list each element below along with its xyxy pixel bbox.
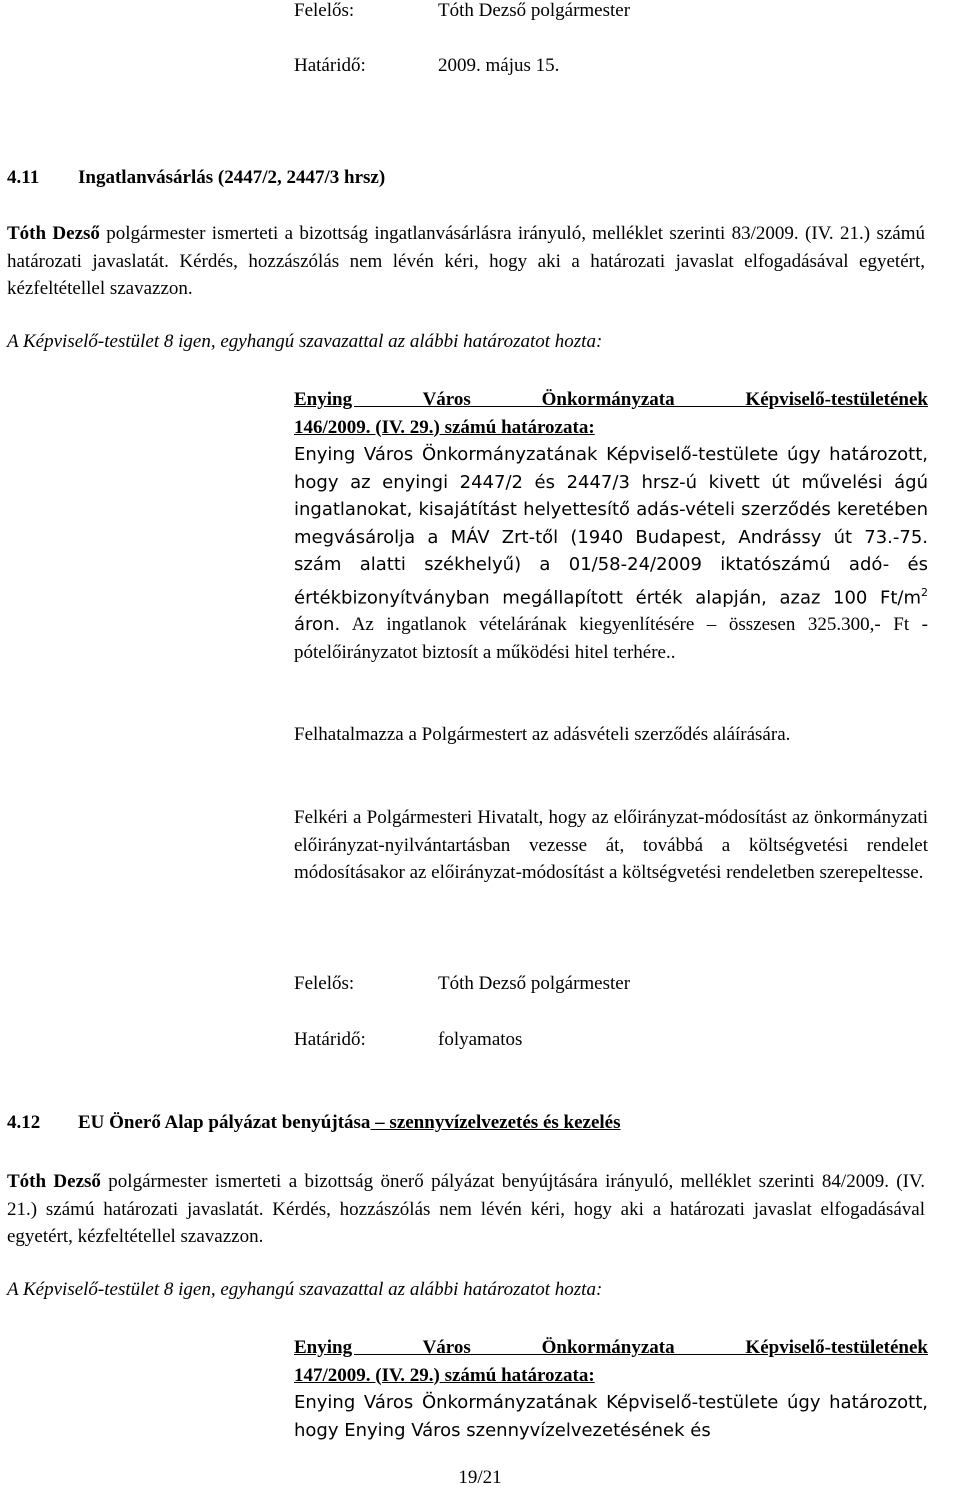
responsible-value: Tóth Dezső polgármester: [438, 0, 631, 21]
intro-text: polgármester ismerteti a bizottság ingatlanvásárlásra irányuló, melléklet szerinti 83/2009. (IV. 21.) számú határozati javaslatát. Kérdés, hozzászólás nem lévén kéri, hogy aki a határozati javaslat elfogadásával egyetért, kézfeltétellel szavazzon.: [7, 223, 925, 299]
responsible-value: Tóth Dezső polgármester: [438, 973, 631, 994]
deadline-row-4-11: [294, 1029, 522, 1051]
resolution-body-price: áron.: [294, 614, 341, 636]
deadline-value: folyamatos: [438, 1029, 523, 1050]
responsible-row: [294, 0, 630, 22]
intro-paragraph-4-11: [7, 220, 925, 303]
vote-statement-4-11: A Képviselő-testület 8 igen, egyhangú szavazattal az alábbi határozatot hozta:: [7, 331, 603, 352]
resolution-title: Enying Város Önkormányzata Képviselő-testületének: [294, 1337, 928, 1358]
deadline-value: 2009. május 15.: [438, 55, 560, 76]
resolution-147: [294, 1334, 928, 1444]
section-title: Ingatlanvásárlás (2447/2, 2447/3 hrsz): [78, 167, 386, 188]
deadline-label: Határidő:: [294, 1029, 366, 1050]
section-number: 4.12: [7, 1112, 41, 1133]
presenter-name: Tóth Dezső: [7, 223, 100, 244]
section-title-main: EU Önerő Alap pályázat benyújtása: [78, 1112, 371, 1133]
resolution-146: [294, 386, 928, 666]
resolution-body-main: Enying Város Önkormányzatának Képviselő-testülete úgy határozott, hogy az enyingi 2447/2 és 2447/3 hrsz-ú kivett út művelési ágú ingatlanokat, kisajátítást helyettesítő adás-vételi szerződés keretében megvásárolja a MÁV Zrt-től (1940 Budapest, Andrássy út 73.-75. szám alatti székhelyű) a 01/58-24/2009 iktatószámú adó- és értékbizonyítványban megállapított érték alapján, azaz 100 Ft/m: [294, 444, 928, 608]
section-heading-4-12: [7, 1112, 621, 1134]
section-number: 4.11: [7, 167, 40, 188]
intro-paragraph-4-12: [7, 1168, 925, 1251]
presenter-name: Tóth Dezső: [7, 1171, 101, 1192]
deadline-label: Határidő:: [294, 55, 366, 76]
intro-text: polgármester ismerteti a bizottság önerő pályázat benyújtására irányuló, melléklet szerinti 84/2009. (IV. 21.) számú határozati javaslatát. Kérdés, hozzászólás nem lévén kéri, hogy aki a határozati javaslat elfogadásával egyetért, kézfeltétellel szavazzon.: [7, 1171, 925, 1247]
page-number: 19/21: [458, 1467, 502, 1488]
resolution-title: Enying Város Önkormányzata Képviselő-testületének: [294, 389, 928, 410]
resolution-body: [294, 441, 928, 666]
deadline-row: [294, 55, 559, 77]
responsible-label: Felelős:: [294, 0, 355, 21]
superscript-2: 2: [921, 585, 928, 599]
section-title-sub: – szennyvízelvezetés és kezelés: [370, 1112, 621, 1133]
vote-statement-4-12: A Képviselő-testület 8 igen, egyhangú szavazattal az alábbi határozatot hozta:: [7, 1279, 603, 1300]
request-paragraph: Felkéri a Polgármesteri Hivatalt, hogy az előirányzat-módosítást az önkormányzati előirányzat-nyilvántartásban vezesse át, továbbá a költségvetési rendelet módosításakor az előirányzat-módosítást a költségvetési rendeletben szerepeltesse.: [294, 807, 928, 883]
resolution-body-tail: Az ingatlanok vételárának kiegyenlítésére – összesen 325.300,- Ft - pótelőirányzatot biztosít a működési hitel terhére..: [294, 614, 928, 663]
responsible-row-4-11: [294, 973, 630, 995]
resolution-number: 147/2009. (IV. 29.) számú határozata:: [294, 1364, 595, 1386]
resolution-body: Enying Város Önkormányzatának Képviselő-testülete úgy határozott, hogy Enying Város szennyvízelvezetésének és: [294, 1392, 928, 1441]
resolution-number: 146/2009. (IV. 29.) számú határozata:: [294, 416, 595, 438]
responsible-label: Felelős:: [294, 973, 355, 994]
section-heading-4-11: [7, 167, 385, 189]
authorization-paragraph: Felhatalmazza a Polgármestert az adásvételi szerződés aláírására.: [294, 724, 791, 745]
